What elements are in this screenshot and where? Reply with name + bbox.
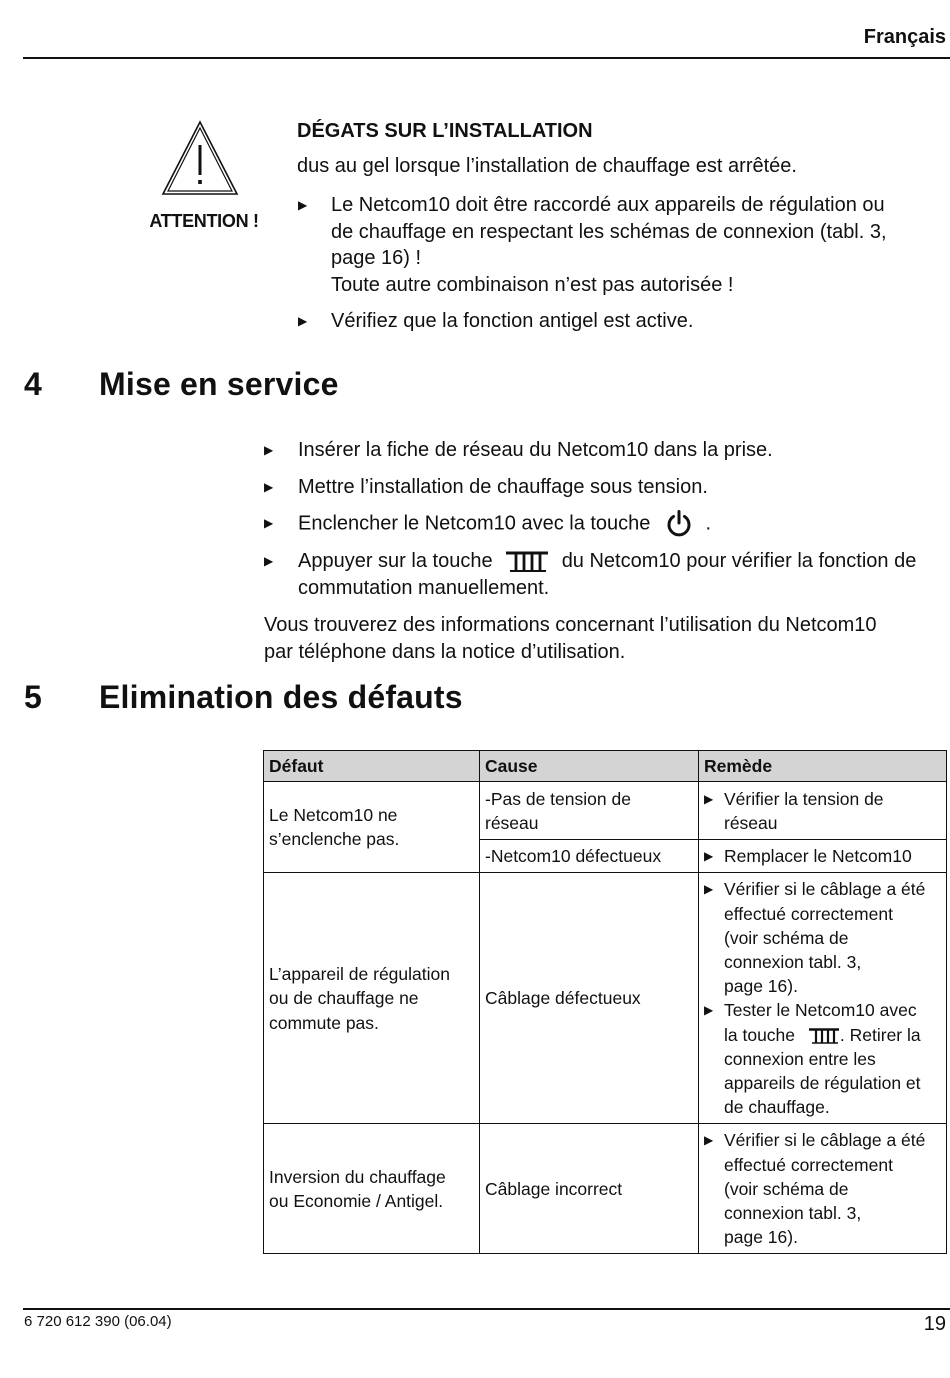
remedy-cell	[699, 873, 947, 1124]
bullet-triangle-icon: ▶	[264, 554, 274, 568]
text-line: page 16).	[724, 1227, 798, 1248]
text-line: de chauffage.	[724, 1097, 830, 1118]
section-number: 5	[24, 679, 42, 715]
text-line: Vérifiez que la fonction antigel est active.	[331, 310, 694, 332]
bullet-triangle-icon: ▶	[704, 882, 714, 897]
list-item	[264, 510, 948, 538]
text-line: Insérer la fiche de réseau du Netcom10 dans la prise.	[298, 439, 773, 461]
table-row	[264, 1124, 947, 1254]
text-line: ou Economie / Antigel.	[269, 1190, 444, 1211]
header-language: Français	[863, 26, 946, 48]
cause-cell	[480, 873, 699, 1124]
text-line: de chauffage en respectant les schémas de connexion (tabl. 3,	[331, 220, 887, 243]
text-line: réseau	[724, 812, 778, 833]
section-title: Elimination des défauts	[99, 679, 463, 715]
text-line: (voir schéma de	[724, 927, 849, 948]
column-header: Cause	[480, 751, 699, 782]
cause-cell	[480, 1124, 699, 1254]
warning-triangle-icon	[160, 119, 240, 197]
text-line: connexion tabl. 3,	[724, 952, 862, 973]
table-header-row	[264, 751, 947, 782]
bullet-triangle-icon: ▶	[704, 1003, 714, 1018]
text-line: Vous trouverez des informations concernant l’utilisation du Netcom10	[264, 614, 877, 636]
remedy-item	[704, 844, 941, 868]
text-line: appareils de régulation et	[724, 1073, 921, 1094]
remedy-cell	[699, 840, 947, 873]
column-header: Défaut	[264, 751, 480, 782]
attention-label: ATTENTION !	[149, 211, 259, 231]
table-row	[264, 873, 947, 1124]
text-line: commutation manuellement.	[298, 576, 550, 599]
cause-cell	[480, 782, 699, 840]
text-line: Câblage incorrect	[485, 1178, 623, 1199]
remedy-cell	[699, 1124, 947, 1254]
list-item	[264, 474, 948, 501]
page-number: 19	[923, 1313, 946, 1335]
text-line: s’enclenche pas.	[269, 829, 400, 850]
bullet-triangle-icon: ▶	[264, 479, 274, 494]
bullet-triangle-icon: ▶	[264, 516, 274, 530]
remedy-item	[704, 877, 941, 998]
text-line: Le Netcom10 doit être raccordé aux appareils de régulation ou	[331, 194, 885, 216]
text-fragment: . Retirer la	[839, 1024, 921, 1045]
bullet-triangle-icon: ▶	[704, 1133, 714, 1148]
section-number: 4	[24, 366, 42, 402]
text-line: page 16).	[724, 976, 798, 997]
text-line: Tester le Netcom10 avec	[724, 1000, 917, 1021]
troubleshooting-table	[263, 750, 947, 1254]
text-line: (voir schéma de	[724, 1178, 849, 1199]
list-item	[298, 308, 931, 335]
text-line: Inversion du chauffage	[269, 1166, 446, 1187]
remedy-item	[704, 1128, 941, 1249]
header-rule	[23, 57, 950, 59]
text-line: réseau	[485, 812, 539, 833]
text-line: page 16) !	[331, 247, 422, 269]
remedy-item	[704, 787, 941, 835]
text-line: -Pas de tension de	[485, 788, 631, 809]
list-item	[264, 437, 948, 464]
remedy-cell	[699, 782, 947, 840]
manual-switch-icon	[504, 550, 550, 574]
footer-rule	[23, 1308, 950, 1310]
warning-subtitle: dus au gel lorsque l’installation de chauffage est arrêtée.	[297, 155, 797, 177]
text-line: .	[705, 512, 712, 535]
bullet-triangle-icon: ▶	[298, 314, 308, 328]
manual-switch-icon	[808, 1027, 840, 1045]
warning-title: DÉGATS SUR L’INSTALLATION	[297, 120, 593, 142]
remedy-item	[704, 998, 941, 1119]
text-line: Câblage défectueux	[485, 988, 641, 1009]
text-line: du Netcom10 pour vérifier la fonction de	[561, 550, 917, 572]
text-line: commute pas.	[269, 1012, 379, 1033]
section-title: Mise en service	[99, 366, 339, 402]
bullet-triangle-icon: ▶	[704, 849, 714, 864]
text-line: Appuyer sur la touche	[298, 550, 493, 572]
service-bullet-list	[264, 437, 948, 611]
power-icon	[664, 510, 694, 538]
defect-cell	[264, 873, 480, 1124]
defect-cell	[264, 1124, 480, 1254]
text-line: connexion tabl. 3,	[724, 1203, 862, 1224]
text-line: -Netcom10 défectueux	[485, 846, 662, 867]
text-line	[724, 1023, 941, 1047]
text-line: L’appareil de régulation	[269, 964, 450, 985]
text-line: Mettre l’installation de chauffage sous tension.	[298, 475, 708, 498]
text-line: Vérifier la tension de	[724, 788, 884, 809]
text-line: effectué correctement	[724, 903, 893, 924]
column-header: Remède	[699, 751, 947, 782]
service-paragraph	[264, 612, 944, 665]
bullet-triangle-icon: ▶	[704, 791, 714, 806]
text-line: Le Netcom10 ne	[269, 805, 398, 826]
defect-cell	[264, 782, 480, 873]
text-line: par téléphone dans la notice d’utilisation.	[264, 640, 626, 663]
text-line: Enclencher le Netcom10 avec la touche	[298, 512, 651, 535]
text-line: effectué correctement	[724, 1154, 893, 1175]
cause-cell	[480, 840, 699, 873]
text-line: Remplacer le Netcom10	[724, 846, 912, 867]
text-line: connexion entre les	[724, 1048, 876, 1069]
text-line: Vérifier si le câblage a été	[724, 1130, 926, 1151]
bullet-triangle-icon: ▶	[298, 198, 308, 212]
document-code: 6 720 612 390 (06.04)	[24, 1313, 172, 1330]
bullet-triangle-icon: ▶	[264, 443, 274, 457]
warning-bullet-list	[298, 192, 931, 335]
text-line: Toute autre combinaison n’est pas autorisée !	[331, 273, 734, 296]
text-line: Vérifier si le câblage a été	[724, 879, 926, 900]
text-fragment: la touche	[724, 1024, 796, 1045]
list-item	[298, 192, 931, 298]
list-item	[264, 548, 948, 601]
text-line: ou de chauffage ne	[269, 988, 419, 1009]
table-row	[264, 782, 947, 840]
